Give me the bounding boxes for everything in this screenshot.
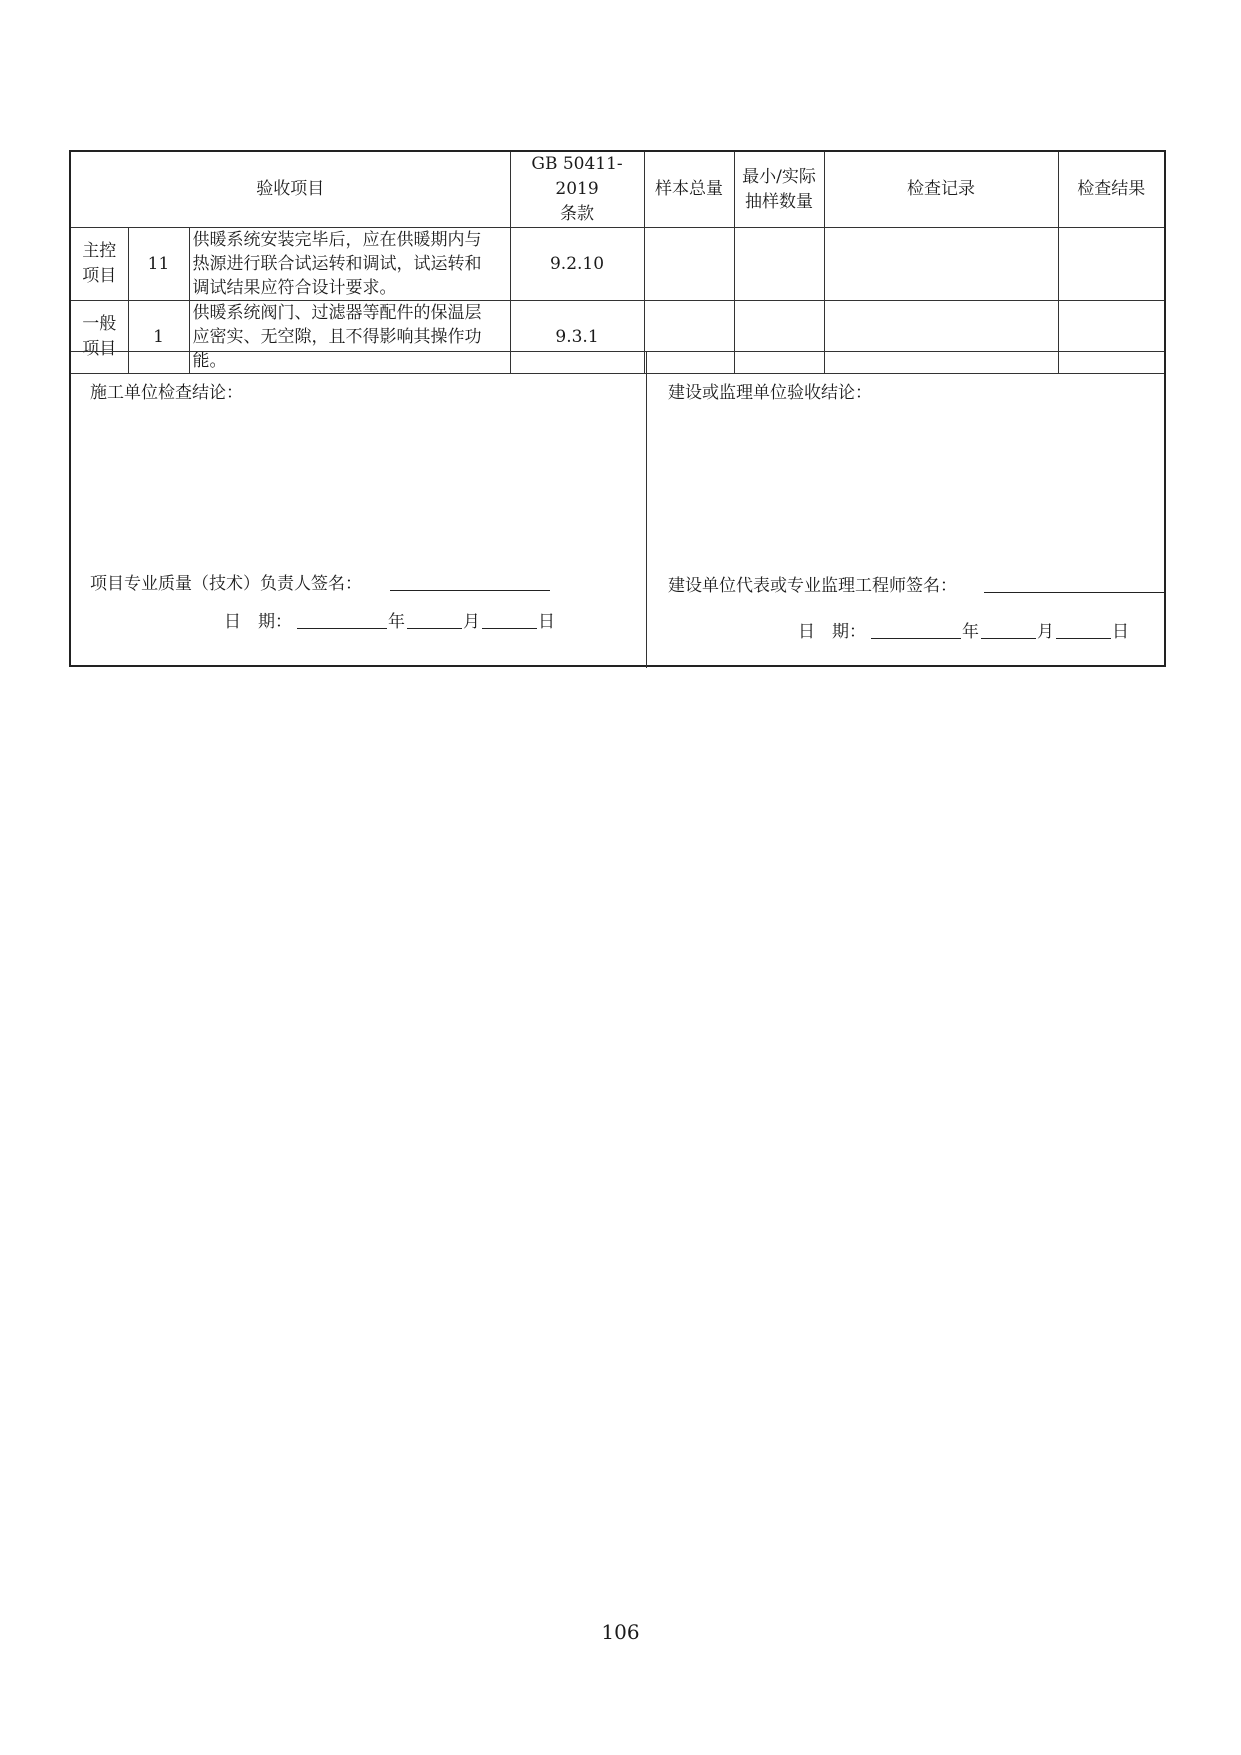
category-line1: 主控 <box>82 241 117 261</box>
supervision-year-line[interactable] <box>871 638 961 639</box>
row-sample-total-cell[interactable] <box>644 228 734 301</box>
acceptance-form <box>69 150 1166 667</box>
desc-line1: 供暖系统阀门、过滤器等配件的保温层 <box>192 303 482 323</box>
supervision-signature-label: 建设单位代表或专业监理工程师签名： <box>668 576 957 596</box>
inspection-table <box>71 152 1164 374</box>
construction-day-label: 日 <box>538 612 555 632</box>
header-clause-line2: 条款 <box>560 204 595 224</box>
row-number: 11 <box>128 228 189 301</box>
construction-signature-line[interactable] <box>390 590 550 591</box>
table-header-row <box>71 152 1164 228</box>
header-record: 检查记录 <box>824 152 1058 228</box>
header-item: 验收项目 <box>71 152 510 228</box>
row-category <box>71 228 128 301</box>
row-min-sample-cell[interactable] <box>734 228 824 301</box>
row-clause: 9.3.1 <box>510 301 644 374</box>
page-number: 106 <box>601 1620 640 1644</box>
header-result: 检查结果 <box>1058 152 1164 228</box>
supervision-month-line[interactable] <box>981 638 1036 639</box>
section-divider <box>646 352 647 668</box>
supervision-signature-line[interactable] <box>984 592 1164 593</box>
supervision-year-label: 年 <box>962 622 979 642</box>
construction-month-line[interactable] <box>407 628 462 629</box>
construction-month-label: 月 <box>463 612 480 632</box>
row-clause: 9.2.10 <box>510 228 644 301</box>
table-row <box>71 228 1164 301</box>
header-min-line1: 最小/实际 <box>742 166 816 187</box>
row-description <box>189 228 510 301</box>
construction-year-line[interactable] <box>297 628 387 629</box>
header-clause-line1: GB 50411-2019 <box>531 154 623 199</box>
supervision-month-label: 月 <box>1037 622 1054 642</box>
supervision-date-label: 日 期： <box>798 622 866 642</box>
desc-line3: 能。 <box>192 351 227 371</box>
desc-line2: 热源进行联合试运转和调试，试运转和 <box>192 254 482 274</box>
construction-conclusion-label: 施工单位检查结论： <box>90 383 243 403</box>
category-line2: 项目 <box>82 339 117 359</box>
desc-line3: 调试结果应符合设计要求。 <box>192 278 397 298</box>
desc-line1: 供暖系统安装完毕后，应在供暖期内与 <box>192 230 482 250</box>
category-line1: 一般 <box>82 314 117 334</box>
row-result-cell[interactable] <box>1058 228 1164 301</box>
header-sample-total: 样本总量 <box>644 152 734 228</box>
construction-signature-label: 项目专业质量（技术）负责人签名： <box>90 574 362 594</box>
header-clause <box>510 152 644 228</box>
construction-day-line[interactable] <box>482 628 537 629</box>
header-min-line2: 抽样数量 <box>745 191 814 212</box>
construction-date-label: 日 期： <box>224 612 292 632</box>
row-record-cell[interactable] <box>824 228 1058 301</box>
supervision-day-label: 日 <box>1112 622 1129 642</box>
header-min-sample <box>734 152 824 228</box>
conclusion-section <box>71 351 1164 668</box>
row-number: 1 <box>128 301 189 374</box>
supervision-conclusion-label: 建设或监理单位验收结论： <box>668 383 872 403</box>
category-line2: 项目 <box>82 266 117 286</box>
construction-year-label: 年 <box>388 612 405 632</box>
supervision-day-line[interactable] <box>1056 638 1111 639</box>
desc-line2: 应密实、无空隙，且不得影响其操作功 <box>192 327 482 347</box>
